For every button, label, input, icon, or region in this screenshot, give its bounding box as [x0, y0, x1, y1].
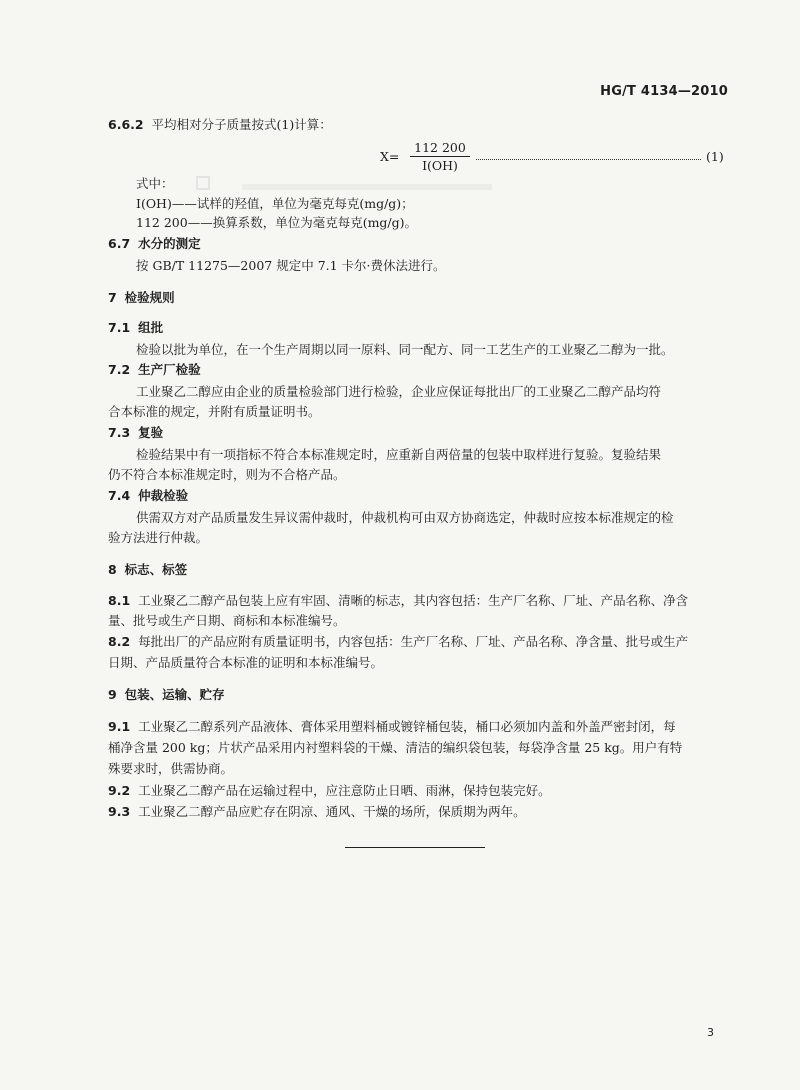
clause-8-1-line-2: 量、批号或生产日期、商标和本标准编号。 — [108, 613, 346, 628]
clause-7-2-heading — [108, 362, 201, 378]
where-label: 式中： — [136, 176, 174, 191]
clause-7-4-heading — [108, 488, 188, 504]
clause-number: 9.2 — [108, 783, 131, 798]
formula-denominator: I(OH) — [422, 158, 458, 173]
clause-7-3-heading — [108, 425, 163, 441]
clause-text: 工业聚乙二醇产品应贮存在阴凉、通风、干燥的场所，保质期为两年。 — [138, 804, 526, 819]
chapter-number: 8 — [108, 562, 117, 577]
chapter-number: 9 — [108, 687, 117, 702]
formula-lhs: X= — [380, 149, 400, 164]
clause-number: 7.3 — [108, 425, 131, 440]
clause-9-3 — [108, 804, 526, 820]
clause-7-4-line-2: 验方法进行仲裁。 — [108, 530, 209, 545]
chapter-title: 检验规则 — [124, 290, 175, 305]
chapter-title: 标志、标签 — [124, 562, 188, 577]
formula-fraction — [410, 140, 470, 173]
clause-number: 7.4 — [108, 488, 131, 503]
clause-text: 每批出厂的产品应附有质量证明书，内容包括：生产厂名称、厂址、产品名称、净含量、批号或生产 — [138, 634, 689, 649]
clause-number: 9.1 — [108, 719, 131, 734]
clause-7-1-heading — [108, 320, 163, 336]
clause-title: 水分的测定 — [138, 236, 201, 251]
clause-title: 仲裁检验 — [138, 488, 189, 503]
formula-1 — [380, 140, 730, 174]
chapter-number: 7 — [108, 290, 117, 305]
clause-7-3-line-2: 仍不符合本标准规定时，则为不合格产品。 — [108, 467, 346, 482]
clause-title: 复验 — [138, 425, 164, 440]
clause-6-7-text: 按 GB/T 11275—2007 规定中 7.1 卡尔·费休法进行。 — [136, 258, 446, 273]
chapter-8-heading — [108, 562, 187, 578]
chapter-7-heading — [108, 290, 175, 306]
formula-leader-dots — [476, 149, 701, 160]
clause-text: 平均相对分子质量按式(1)计算： — [151, 117, 332, 132]
standard-number: HG/T 4134—2010 — [600, 84, 728, 99]
clause-text: 工业聚乙二醇产品在运输过程中，应注意防止日晒、雨淋，保持包装完好。 — [138, 783, 551, 798]
clause-6-6-2 — [108, 117, 332, 133]
clause-8-2-line-1 — [108, 634, 688, 650]
clause-number: 6.7 — [108, 236, 131, 251]
end-rule — [345, 847, 485, 848]
clause-9-1-line-1 — [108, 719, 676, 735]
clause-9-2 — [108, 783, 551, 799]
clause-number: 6.6.2 — [108, 117, 144, 132]
clause-6-7-heading — [108, 236, 201, 252]
clause-number: 7.2 — [108, 362, 131, 377]
clause-number: 9.3 — [108, 804, 131, 819]
clause-9-1-line-3: 殊要求时，供需协商。 — [108, 761, 234, 776]
clause-9-1-line-2: 桶净含量 200 kg；片状产品采用内衬塑料袋的干燥、清洁的编织袋包装，每袋净含量 25 kg。用户有特 — [108, 740, 683, 755]
clause-title: 生产厂检验 — [138, 362, 201, 377]
clause-text: 工业聚乙二醇产品包装上应有牢固、清晰的标志，其内容包括：生产厂名称、厂址、产品名称、净含 — [138, 593, 689, 608]
where-item-2: 112 200——换算系数，单位为毫克每克(mg/g)。 — [136, 215, 418, 230]
clause-7-2-line-1: 工业聚乙二醇应由企业的质量检验部门进行检验，企业应保证每批出厂的工业聚乙二醇产品均符 — [136, 384, 662, 399]
chapter-title: 包装、运输、贮存 — [124, 687, 225, 702]
formula-number: (1) — [706, 149, 724, 164]
where-item-1: I(OH)——试样的羟值，单位为毫克每克(mg/g)； — [136, 196, 414, 211]
clause-7-3-line-1: 检验结果中有一项指标不符合本标准规定时，应重新自两倍量的包装中取样进行复验。复验结果 — [136, 447, 662, 462]
chapter-9-heading — [108, 687, 225, 703]
clause-title: 组批 — [138, 320, 164, 335]
clause-7-4-line-1: 供需双方对产品质量发生异议需仲裁时，仲裁机构可由双方协商选定，仲裁时应按本标准规定的检 — [136, 510, 674, 525]
page-number: 3 — [707, 1026, 714, 1039]
clause-number: 8.2 — [108, 634, 131, 649]
clause-text: 工业聚乙二醇系列产品液体、膏体采用塑料桶或镀锌桶包装，桶口必须加内盖和外盖严密封闭，每 — [138, 719, 676, 734]
formula-numerator: 112 200 — [410, 140, 470, 157]
clause-number: 8.1 — [108, 593, 131, 608]
clause-7-2-line-2: 合本标准的规定，并附有质量证明书。 — [108, 404, 321, 419]
clause-8-1-line-1 — [108, 593, 688, 609]
clause-7-1-text: 检验以批为单位，在一个生产周期以同一原料、同一配方、同一工艺生产的工业聚乙二醇为一批。 — [136, 342, 674, 357]
clause-8-2-line-2: 日期、产品质量符合本标准的证明和本标准编号。 — [108, 655, 384, 670]
clause-number: 7.1 — [108, 320, 131, 335]
